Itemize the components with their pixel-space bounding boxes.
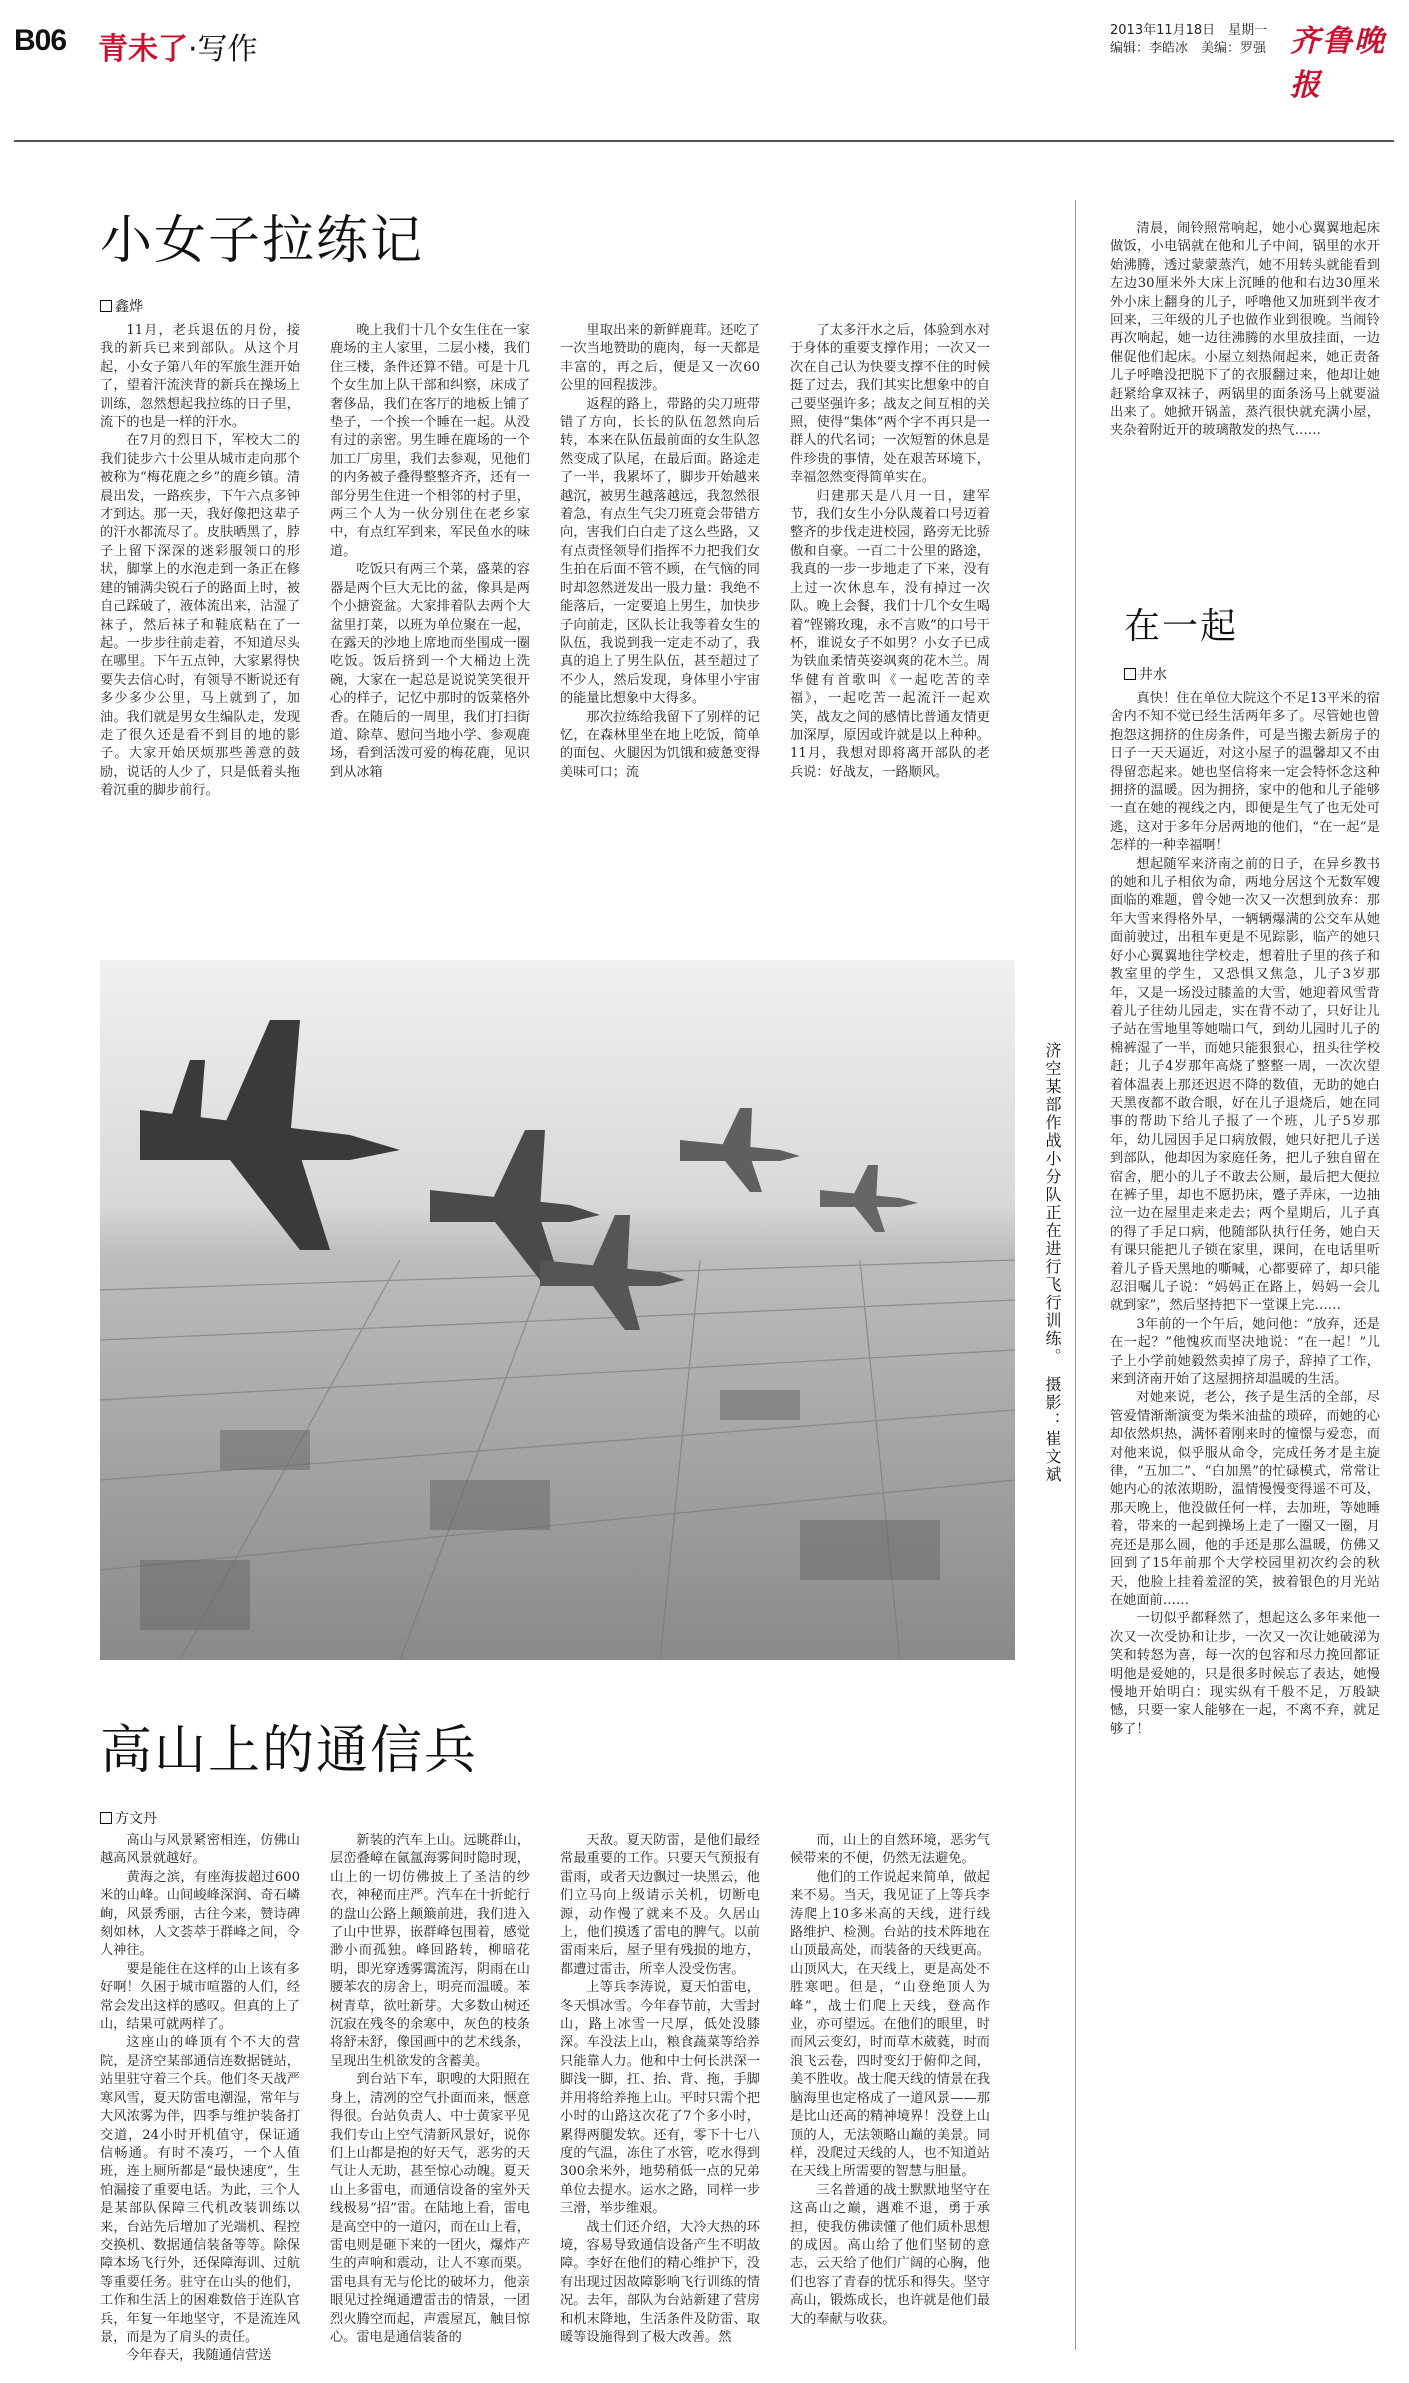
paragraph: 上等兵李涛说，夏天怕雷电，冬天惧冰雪。今年春节前，大雪封山，路上冰雪一尺厚，低处没膝深。车没法上山，粮食蔬菜等给养只能靠人力。他和中士何长洪深一脚浅一脚，扛、抬、背、拖，手脚并用将给养拖上山。平时只需个把小时的山路这次花了7个多小时，累得两腿发软。还有，零下十七八度的气温，冻住了水管，吃水得到300余米外，地势稍低一点的兄弟单位去提水。运水之路，同样一步三滑，举步维艰。 <box>560 1980 760 2217</box>
header-rule <box>14 140 1394 142</box>
article-column <box>100 1832 300 2372</box>
paragraph: 想起随军来济南之前的日子，在异乡教书的她和儿子相依为命，两地分居这个无数军嫂面临的难题，曾令她一次又一次想到放弃：那年大雪来得格外早，一辆辆爆满的公交车从她面前驶过，出租车更是不见踪影，临产的她只好小心翼翼地往学校走，想着肚子里的孩子和教室里的学生，又恐惧又焦急，儿子3岁那年，又是一场没过膝盖的大雪，她迎着风雪背着儿子往幼儿园走，实在背不动了，只好让儿子站在雪地里等她喘口气，到幼儿园时儿子的棉裤湿了一半，而她只能狠狠心，扭头往学校赶；儿子4岁那年高烧了整整一周，一次次望着体温表上那还迟迟不降的数值，无助的她白天黑夜都不敢合眼，好在儿子退烧后，她在同事的帮助下给儿子报了一个班，儿子5岁那年，幼儿园因手足口病放假，她只好把儿子送到部队，他却因为家庭任务，把儿子独自留在宿舍，肥小的儿子不敢去公厕，最后把大便拉在裤子里，却也不愿扔床，蹙子弄床，一边抽泣一边在屋里走来走去；两个星期后，儿子真的得了手足口病，他随部队执行任务，她白天有课只能把儿子锁在家里，课间，在电话里听着儿子昏天黑地的嘶喊，心都要碎了，却只能忍泪嘱儿子说：“妈妈正在路上，妈妈一会儿就到家”，然后坚持把下一堂课上完…… <box>1110 856 1380 1314</box>
paragraph: 吃饭只有两三个菜，盛菜的容器是两个巨大无比的盆，像具是两个小搪瓷盆。大家排着队去两个大盆里打菜，以班为单位聚在一起，在露天的沙地上席地而坐围成一圈吃饭。饭后挤到一个大桶边上洗碗，大家在一起总是说说笑笑很开心的样子，记忆中那时的饭菜格外香。在随后的一周里，我们打扫街道、除草、慰问当地小学、参观鹿场，看到活泼可爱的梅花鹿，见识到从冰箱 <box>330 562 530 780</box>
article-author <box>100 296 143 316</box>
editor-line: 编辑：李皓冰 美编：罗强 <box>1110 41 1267 56</box>
paragraph: 归建那天是八月一日，建军节，我们女生小分队蔑着口号迈着整齐的步伐走进校园，路旁无比骄傲和自豪。一百二十公里的路途，我真的一步一步地走了下来，没有上过一次休息车，没有掉过一次队。晚上会餐，我们十几个女生喝着“铿锵玫瑰，永不言败”的口号干杯，谁说女子不如男？小女子已成为铁血柔情英姿飒爽的花木兰。周华健有首歌叫《一起吃苦的幸福》，一起吃苦一起流汗一起欢笑，战友之间的感情比普通友情更加深厚，原因或许就是以上种种。11月，我想对即将离开部队的老兵说：好战友，一路顺风。 <box>790 488 990 780</box>
article-title: 高山上的通信兵 <box>100 1721 479 1781</box>
author-name: 方文丹 <box>115 1811 157 1827</box>
article-column <box>1110 690 1380 2370</box>
author-box-icon <box>100 1812 112 1824</box>
article-column <box>790 322 990 937</box>
paragraph: 3年前的一个午后，她问他：“放弃，还是在一起？”他愧疚而坚决地说：“在一起！”儿子上小学前她毅然卖掉了房子，辞掉了工作，来到济南开始了这屋拥挤却温暖的生活。 <box>1110 1316 1380 1388</box>
paragraph: 一切似乎都释然了，想起这么多年来他一次又一次受协和让步，一次又一次让她破涕为笑和转怒为喜，每一次的包容和尽力挽回都证明他是爱她的，只是很多时候忘了表达，她慢慢地开始明白：现实纵有千般不足，万般缺憾，只要一家人能够在一起，不离不弃，就足够了！ <box>1110 1611 1380 1737</box>
article-column <box>1110 220 1380 520</box>
article-author <box>100 1808 157 1828</box>
paragraph: 天敌。夏天防雷，是他们最经常最重要的工作。只要天气预报有雷雨，或者天边飘过一块黑云，他们立马向上级请示关机，切断电源，动作慢了就来不及。久居山上，他们摸透了雷电的脾气。以前雷雨来后，屋子里有残损的地方，都遭过雷击，所幸人没受伤害。 <box>560 1833 760 1977</box>
date-line: 2013年11月18日 星期一 <box>1110 23 1268 38</box>
article-column <box>790 1832 990 2372</box>
paragraph: 了太多汗水之后，体验到水对于身体的重要支撑作用；一次又一次在自己认为快要支撑不住的时候挺了过去，我们其实比想象中的自己要坚强许多；战友之间互相的关照，使得“集体”两个字不再只是一群人的代名词；一次短暂的休息是件珍贵的事情，处在艰苦环境下，幸福忽然变得简单实在。 <box>790 323 990 486</box>
paragraph: 晚上我们十几个女生住在一家鹿场的主人家里，二层小楼，我们住三楼，条件还算不错。可是十几个女生加上队干部和纠察，床成了奢侈品，我们在客厅的地板上铺了垫子，一个挨一个睡在一起。从没有过的亲密。男生睡在鹿场的一个加工厂房里，我们去参观，见他们的内务被子叠得整整齐齐，还有一部分男生住进一个相邻的村子里，两三个人为一伙分别住在老乡家中，有点红军到来，军民鱼水的味道。 <box>330 323 530 559</box>
column-divider <box>1075 200 1076 2350</box>
article-column <box>330 1832 530 2372</box>
paragraph: 今年春天，我随通信营送 <box>126 2348 272 2364</box>
paragraph: 黄海之滨，有座海拔超过600米的山峰。山间峻峰深润、奇石嶙峋，风景秀丽，古往今来，赞诗碑刻如林，人文荟萃于群峰之间，令人神往。 <box>100 1869 300 1959</box>
paragraph: 对她来说，老公，孩子是生活的全部，尽管爱情渐渐演变为柴米油盐的琐碎，而她的心却依然炽热，满怀着刚来时的憧憬与爱恋，而对他来说，似乎服从命令，完成任务才是主旋律，“五加二”、“白加黑”的忙碌模式，常常让她内心的浓浓期盼，温情慢慢变得遥不可及，那天晚上，他没做任何一样，去加班，等她睡着，带来的一起到操场上走了一圈又一圈，月亮还是那么圆，他的手还是那么温暖，仿佛又回到了15年前那个大学校园里初次约会的秋天，他脸上挂着羞涩的笑，披着银色的月光站在她面前…… <box>1110 1390 1380 1608</box>
paragraph: 这座山的峰顶有个不大的营院，是济空某部通信连数据链站，站里驻守着三个兵。他们冬天战严寒风雪，夏天防雷电潮湿，常年与大风浓雾为伴，四季与维护装备打交道，24小时开机值守，保证通信畅通。有时不凑巧，一个人值班，连上厕所都是“最快速度”，生怕漏接了重要电话。为此，三个人是某部队保障三代机改装训练以来，台站先后增加了光端机、程控交换机、数据通信装备等等。除保障本场飞行外，还保障海训、过航等重要任务。驻守在山头的他们，工作和生活上的困难数倍于连队官兵，年复一年地坚守，不是流连风景，而是为了肩头的责任。 <box>100 2035 300 2345</box>
author-name: 井水 <box>1139 667 1167 683</box>
paragraph: 要是能住在这样的山上该有多好啊！久困于城市喧嚣的人们，经常会发出这样的感叹。但真的上了山，结果可就两样了。 <box>100 1961 300 2033</box>
paragraph: 那次拉练给我留下了别样的记忆，在森林里坐在地上吃饭，简单的面包、火腿因为饥饿和疲惫变得美味可口；流 <box>560 709 760 780</box>
column-separator: · <box>188 32 198 67</box>
article-column <box>560 1832 760 2372</box>
author-box-icon <box>1124 668 1136 680</box>
paragraph: 真快！住在单位大院这个不足13平米的宿舍内不知不觉已经生活两年多了。尽管她也曾抱怨这拥挤的住房条件，可是当搬去新房子的日子一天天逼近，对这小屋子的温馨却又不由得留恋起来。她也坚信将来一定会特怀念这种拥挤的温暖。因为拥挤，家中的他和儿子能够一直在她的视线之内，即便是生气了也无处可逃，这对于多年分居两地的他们，“在一起”是怎样的一种幸福啊！ <box>1110 691 1380 854</box>
column-section: 写作 <box>197 32 258 67</box>
column-name <box>98 24 258 68</box>
newspaper-logo: 齐鲁晚报 <box>1290 24 1386 103</box>
article-column <box>100 322 300 937</box>
paragraph: 11月，老兵退伍的月份，接我的新兵已来到部队。从这个月起，小女子第八年的军旅生涯开始了，望着汗流浃背的新兵在操场上训练，忽然想起我拉练的日子里，流下的也是一样的汗水。 <box>100 323 300 431</box>
paragraph: 清晨，闹铃照常响起，她小心翼翼地起床做饭，小电锅就在他和儿子中间，锅里的水开始沸腾，透过蒙蒙蒸汽，她不用转头就能看到左边30厘米外大床上沉睡的他和右边30厘米外小床上翻身的儿子，呼噜他又加班到半夜才回来，三年级的儿子也做作业到很晚。当闹铃再次响起，她一边往沸腾的水里放挂面，一边催促他们起床。小屋立刻热闹起来，她正责备儿子呼噜没把脱下了的衣服翻过来，他却让她赶紧给拿双袜子，两锅里的面条汤马上就要溢出来了。她掀开锅盖，蒸汽很快就充满小屋，夹杂着附近开的玻璃散发的热气…… <box>1110 221 1380 439</box>
paragraph: 战士们还介绍，大冷大热的环境，容易导致通信设备产生不明故障。李好在他们的精心维护下，没有出现过因故障影响飞行训练的情况。去年，部队为台站新建了营房和机末降地，生活条件及防雷、取暖等设施得到了极大改善。然 <box>560 2219 760 2345</box>
jets-photo <box>100 960 1015 1660</box>
paragraph: 里取出来的新鲜鹿茸。还吃了一次当地赞助的鹿肉，每一天都是丰富的，再之后，便是又一次60公里的回程拔涉。 <box>560 323 760 394</box>
paragraph: 返程的路上，带路的尖刀班带错了方向，长长的队伍忽然向后转，本来在队伍最前面的女生队忽然变成了队尾，在最后面。路途走了一半，我累坏了，脚步开始越来越沉，被男生越落越远，我忽然很着急，有点生气尖刀班竟会带错方向，害我们白白走了这么些路，又有点责怪领导们指挥不力把我们女生拍在后面不管不顾，在气恼的同时却忽然迸发出一股力量：我绝不能落后，一定要追上男生，加快步子向前走，区队长让我等着女生的队伍，我说到我一定走不动了，我真的追上了男生队伍，甚至超过了不少人，然后发现，身体里小宇宙的能量比想象中大得多。 <box>560 396 760 707</box>
paragraph: 新装的汽车上山。远眺群山，层峦叠嶂在氤氲海雾间时隐时现，山上的一切仿佛披上了圣洁的纱衣，神秘而庄严。汽车在十折蛇行的盘山公路上颠簸前进，我们进入了山中世界，嵌群峰包围着，感觉渺小而孤独。峰回路转，柳暗花明，即光穿透雾霭流泻，阴雨在山腰苯农的房舍上，明亮而温暖。苯树青草，欲吐新芽。大多数山树还沉寂在残冬的余寒中，灰色的枝条将舒未舒，像国画中的艺术线条，呈现出生机欲发的含蓄美。 <box>330 1833 530 2069</box>
article-title: 在一起 <box>1124 606 1239 647</box>
paragraph: 他们的工作说起来简单，做起来不易。当天，我见证了上等兵李涛爬上10多米高的天线，进行线路维护、检测。台站的技术阵地在山顶最高处，而装备的天线更高。山顶风大，在天线上，更是高处不胜寒吧。但是，“山登绝顶人为峰”，战士们爬上天线，登高作业，亦可望远。在他们的眼里，时而风云变幻，时而草木葳蕤，时而浪飞云卷，四时变幻于俯仰之间，美不胜收。战士爬天线的情景在我脑海里也定格成了一道风景——那是比山还高的精神境界！没登上山顶的人，无法领略山巅的美景。同样，没爬过天线的人，也不知道站在天线上所需要的智慧与胆量。 <box>790 1869 990 2180</box>
author-box-icon <box>100 300 112 312</box>
header-meta <box>1110 22 1267 58</box>
page-number: B06 <box>14 24 67 57</box>
paragraph: 高山与风景紧密相连，仿佛山越高风景就越好。 <box>100 1833 300 1867</box>
paragraph: 而，山上的自然环境，恶劣气候带来的不便，仍然无法避免。 <box>790 1833 990 1867</box>
jets-photo-art <box>100 960 1015 1660</box>
photo-caption: 济空某部作战小分队正在进行飞行训练。 摄影：崔文斌 <box>1043 1042 1062 1484</box>
paragraph: 在7月的烈日下，军校大二的我们徒步六十公里从城市走向那个被称为“梅花鹿之乡”的鹿乡镇。清晨出发，一路疾步，下午六点多钟才到达。那一天，我好像把这辈子的汗水都流尽了。皮肤晒黑了，脖子上留下深深的迷彩服领口的形状，脚掌上的水泡走到一条正在修建的铺满尖锐石子的路面上时，被自己踩破了，液体流出来，沾湿了袜子，然后袜子和鞋底粘在了一起。一步步往前走着，不知道尽头在哪里。下午五点钟，大家累得快要失去信心时，有领导不断说还有多少多少公里，马上就到了，加油。我们就是男女生编队走，发现走了很久还是看不到目的地的影子。大家开始厌烦那些善意的鼓励，说话的人少了，只是低着头拖着沉重的脚步前行。 <box>100 433 300 799</box>
author-name: 鑫烨 <box>115 299 143 315</box>
column-name-red: 青未了 <box>98 32 188 67</box>
article-title: 小女子拉练记 <box>100 211 425 271</box>
article-author <box>1124 664 1167 684</box>
article-column <box>330 322 530 937</box>
paragraph: 三名普通的战士默默地坚守在这高山之巅，遇难不退，勇于承担，使我仿佛读懂了他们质朴思想的成因。高山给了他们坚韧的意志，云天给了他们广阔的心胸，他们也容了青春的忧乐和得失。坚守高山，锻炼成长，也许就是他们最大的奉献与收获。 <box>790 2182 990 2327</box>
paragraph: 到台站下车，职嗖的大阳照在身上，清冽的空气扑面而来，惬意得很。台站负责人、中士黄家平见我们专山上空气清新风景好，说你们上山都是抱的好天气，恶劣的天气让人无助，甚至惊心动魄。夏天山上多雷电，而通信设备的室外天线极易“招”雷。在陆地上看，雷电是高空中的一道闪，而在山上看，雷电则是砸下来的一团火，爆炸产生的声响和震动，让人不寒而栗。雷电具有无与伦比的破坏力，他亲眼见过拴绳通遭雷击的情景，一团烈火腾空而起，声震屋瓦，触目惊心。雷电是通信装备的 <box>330 2072 530 2345</box>
article-column <box>560 322 760 937</box>
